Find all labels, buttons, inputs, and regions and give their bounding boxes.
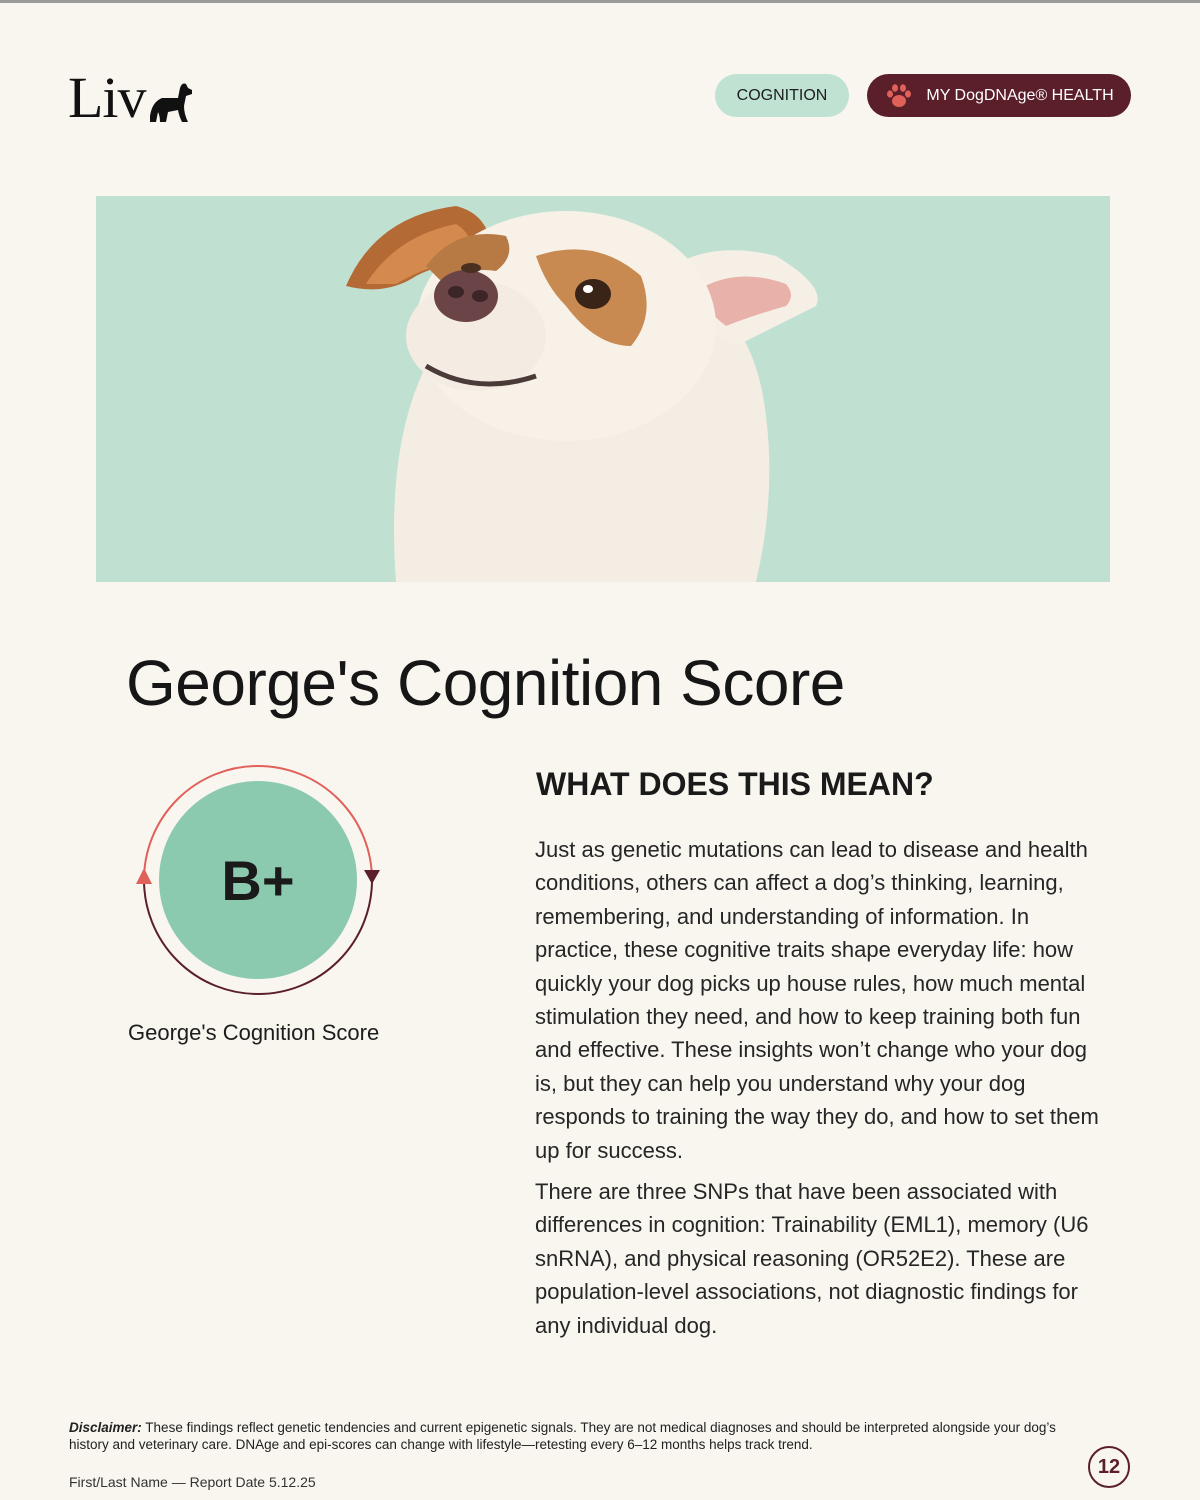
paragraph: Just as genetic mutations can lead to disease and health conditions, others can affect a dog’s thinking, learning, remembering, and understanding of information. In practice, these cognitive traits shape everyday life: how quickly your dog picks up house rules, how much mental stimulation they need, and how to keep training both fun and effective. These insights won’t change who your dog is, but they can help you understand why your dog responds to training the way they do, and how to set them up for success. (535, 837, 1099, 1163)
top-rule (0, 0, 1200, 3)
dogdnage-health-pill[interactable] (867, 74, 1131, 117)
arrow-up-icon (136, 868, 152, 884)
dogdnage-health-label: MY DogDNAge® HEALTH (926, 86, 1114, 104)
dog-illustration (96, 196, 1110, 582)
score-grade: B+ (221, 849, 295, 912)
dog-silhouette-icon (148, 80, 194, 124)
report-meta: First/Last Name — Report Date 5.12.25 (69, 1474, 316, 1490)
disclaimer-text: These findings reflect genetic tendencies and current epigenetic signals. They are not medical diagnoses and should be interpreted alongside your dog’s history and veterinary care. DNAge and epi-scores can change with lifestyle—retesting every 6–12 months helps track trend. (69, 1420, 1056, 1452)
paw-icon (884, 81, 914, 111)
cognition-score-badge (128, 760, 388, 1000)
disclaimer (69, 1419, 1079, 1453)
section-body (535, 833, 1100, 1342)
arrow-down-icon (364, 870, 380, 884)
category-pill[interactable] (715, 74, 849, 117)
hero-dog-photo (96, 196, 1110, 582)
score-caption: George's Cognition Score (128, 1020, 380, 1045)
section-heading: WHAT DOES THIS MEAN? (536, 766, 934, 802)
page-number: 12 (1088, 1446, 1130, 1488)
brand-logo[interactable] (68, 65, 194, 130)
category-pill-label: COGNITION (736, 86, 828, 104)
logo-text: Liv (68, 65, 146, 130)
paragraph: There are three SNPs that have been associated with differences in cognition: Trainability (EML1), memory (U6 snRNA), and physical reasoning (OR52E2). These are population-level associations, not diagnostic findings for any individual dog. (535, 1179, 1089, 1338)
disclaimer-label: Disclaimer: (69, 1420, 142, 1435)
page-title: George's Cognition Score (126, 647, 845, 719)
